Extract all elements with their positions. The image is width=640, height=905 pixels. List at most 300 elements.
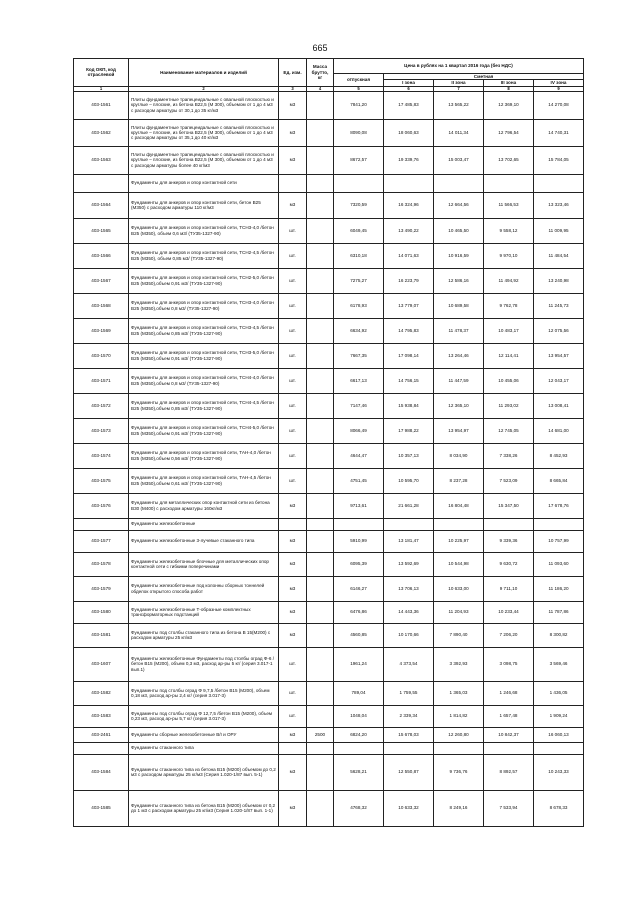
- col-number: 1: [74, 86, 129, 91]
- row-mass: [307, 91, 334, 119]
- price-zone-3: 12 369,10: [484, 91, 534, 119]
- header-release: отпускная: [334, 74, 384, 87]
- table-row: [74, 552, 584, 576]
- row-code: 403-1582: [74, 681, 129, 705]
- price-zone-4: 10 243,33: [534, 754, 584, 790]
- row-name: Фундаменты для анкеров и опор контактной сети, ТСН3-4,0 /бетон В25 (М350), объем 0,6 м3/ (ТУ35-1327-90): [129, 218, 279, 243]
- price-release: 6146,27: [334, 576, 384, 601]
- row-name: Фундаменты сборные железобетонные В/I и ОРУ: [129, 727, 279, 742]
- table-row: [74, 119, 584, 146]
- price-zone-2: 10 465,50: [434, 218, 484, 243]
- price-zone-4: 16 060,13: [534, 727, 584, 742]
- price-zone-1: 10 633,32: [384, 790, 434, 826]
- price-zone-4: 1 909,24: [534, 705, 584, 727]
- table-row: [74, 681, 584, 705]
- row-mass: [307, 192, 334, 218]
- price-zone-4: [534, 174, 584, 192]
- row-unit: [279, 742, 307, 754]
- row-code: 403-1571: [74, 368, 129, 393]
- col-number: 2: [129, 86, 279, 91]
- price-zone-3: 9 970,10: [484, 243, 534, 268]
- row-unit: шт.: [279, 368, 307, 393]
- price-zone-2: 12 664,56: [434, 192, 484, 218]
- row-mass: [307, 468, 334, 493]
- row-name: Фундаменты для анкеров и опор контактной сети, ТСН4-4,0 /бетон В25 (М350),объем 0,8 м3/ (ТУ35-1327-90): [129, 368, 279, 393]
- price-zone-1: 15 938,84: [384, 393, 434, 418]
- price-zone-2: 9 736,76: [434, 754, 484, 790]
- price-zone-4: 14 740,31: [534, 119, 584, 146]
- price-zone-2: 10 916,59: [434, 243, 484, 268]
- row-unit: шт.: [279, 218, 307, 243]
- price-zone-4: 1 436,05: [534, 681, 584, 705]
- col-number: 9: [534, 86, 584, 91]
- table-row: [74, 493, 584, 518]
- price-zone-1: 13 592,69: [384, 552, 434, 576]
- row-mass: [307, 368, 334, 393]
- header-zone-1: I зона: [384, 80, 434, 86]
- table-row: [74, 192, 584, 218]
- price-release: 8672,57: [334, 146, 384, 174]
- price-release: 6095,39: [334, 552, 384, 576]
- price-zone-1: 17 988,22: [384, 418, 434, 443]
- price-zone-3: 9 630,72: [484, 552, 534, 576]
- price-zone-4: 11 787,86: [534, 601, 584, 623]
- price-table: [73, 58, 584, 827]
- row-name: Фундаменты для анкеров и опор контактной сети, ТСН3-5,0 /бетон В25 (М350),объем 0,91 м3/ (ТУ35-1327-90): [129, 343, 279, 368]
- price-release: 5628,21: [334, 754, 384, 790]
- section-row: [74, 518, 584, 530]
- row-mass: [307, 218, 334, 243]
- price-zone-1: 1 759,55: [384, 681, 434, 705]
- price-zone-4: 11 245,73: [534, 293, 584, 318]
- row-unit: м3: [279, 727, 307, 742]
- col-number: 4: [307, 86, 334, 91]
- col-number: 8: [484, 86, 534, 91]
- row-unit: м3: [279, 790, 307, 826]
- row-unit: м3: [279, 493, 307, 518]
- price-zone-4: 8 300,82: [534, 623, 584, 647]
- row-unit: м3: [279, 91, 307, 119]
- table-row: [74, 393, 584, 418]
- row-mass: [307, 343, 334, 368]
- price-release: 1961,24: [334, 647, 384, 681]
- table-row: [74, 343, 584, 368]
- price-zone-3: 10 483,17: [484, 318, 534, 343]
- price-zone-2: 10 225,97: [434, 530, 484, 552]
- price-zone-3: [484, 174, 534, 192]
- price-release: 6634,92: [334, 318, 384, 343]
- price-zone-1: 17 098,14: [384, 343, 434, 368]
- table-row: [74, 243, 584, 268]
- price-zone-3: 15 347,50: [484, 493, 534, 518]
- price-zone-3: 13 702,65: [484, 146, 534, 174]
- row-mass: [307, 742, 334, 754]
- row-mass: [307, 293, 334, 318]
- price-zone-2: [434, 518, 484, 530]
- page-number: 665: [312, 43, 328, 53]
- price-zone-2: 11 447,59: [434, 368, 484, 393]
- row-unit: м3: [279, 754, 307, 790]
- row-unit: м3: [279, 192, 307, 218]
- price-zone-1: 19 339,76: [384, 146, 434, 174]
- price-zone-2: 8 249,16: [434, 790, 484, 826]
- price-zone-2: 16 804,48: [434, 493, 484, 518]
- row-unit: м3: [279, 530, 307, 552]
- row-code: 403-1575: [74, 468, 129, 493]
- price-zone-1: 14 071,63: [384, 243, 434, 268]
- price-release: 4768,32: [334, 790, 384, 826]
- price-zone-3: 11 293,02: [484, 393, 534, 418]
- price-zone-2: 14 011,34: [434, 119, 484, 146]
- section-row: [74, 174, 584, 192]
- price-zone-1: 14 756,15: [384, 368, 434, 393]
- price-zone-2: 15 003,47: [434, 146, 484, 174]
- row-name: Фундаменты для анкеров и опор контактной сети, ТСН2-5,0 /бетон В25 (М350),объем 0,91 м3/ (ТУ35-1327-90): [129, 268, 279, 293]
- header-zone-2: II зона: [434, 80, 484, 86]
- row-code: 403-1579: [74, 576, 129, 601]
- price-zone-3: 10 842,37: [484, 727, 534, 742]
- price-zone-2: 12 260,80: [434, 727, 484, 742]
- section-row: [74, 742, 584, 754]
- price-zone-1: 2 339,34: [384, 705, 434, 727]
- price-release: 8090,08: [334, 119, 384, 146]
- row-code: 403-1581: [74, 623, 129, 647]
- row-mass: [307, 552, 334, 576]
- price-zone-4: 11 484,54: [534, 243, 584, 268]
- row-name: Фундаменты под столбы оград Ф 9,7,5 /бетон В15 (М200), объем 0,18 м3, расход ар-ры 2,4 кг/ (серия 3.017-3): [129, 681, 279, 705]
- price-zone-3: 10 455,06: [484, 368, 534, 393]
- row-mass: [307, 681, 334, 705]
- row-code: 403-1574: [74, 443, 129, 468]
- row-unit: шт.: [279, 705, 307, 727]
- row-name: Фундаменты под столбы стаканного типа из бетона В 15(М200) с расходом арматуры 25 кг/м3: [129, 623, 279, 647]
- price-zone-1: 16 324,96: [384, 192, 434, 218]
- price-zone-3: 7 533,94: [484, 790, 534, 826]
- row-mass: [307, 647, 334, 681]
- row-code: 403-1561: [74, 91, 129, 119]
- row-code: [74, 518, 129, 530]
- header-code: Код ОКП, код отраслевой: [74, 59, 129, 87]
- price-zone-3: 9 558,12: [484, 218, 534, 243]
- price-zone-2: 13 264,46: [434, 343, 484, 368]
- col-number: 7: [434, 86, 484, 91]
- row-unit: шт.: [279, 393, 307, 418]
- row-unit: шт.: [279, 681, 307, 705]
- price-zone-4: 11 093,60: [534, 552, 584, 576]
- price-zone-4: [534, 518, 584, 530]
- price-zone-4: 13 954,57: [534, 343, 584, 368]
- col-number: 5: [334, 86, 384, 91]
- row-mass: [307, 518, 334, 530]
- table-row: [74, 418, 584, 443]
- price-zone-4: 14 270,08: [534, 91, 584, 119]
- table-row: [74, 727, 584, 742]
- price-zone-1: 4 373,54: [384, 647, 434, 681]
- row-code: 403-1607: [74, 647, 129, 681]
- table-row: [74, 754, 584, 790]
- header-price-group: Цена в рублях на 1 квартал 2016 года (без НДС): [334, 59, 584, 74]
- row-mass: [307, 530, 334, 552]
- price-zone-1: 15 678,03: [384, 727, 434, 742]
- row-code: 403-1580: [74, 601, 129, 623]
- price-release: 6310,18: [334, 243, 384, 268]
- price-zone-1: 12 550,87: [384, 754, 434, 790]
- header-name: Наименование материалов и изделий: [129, 59, 279, 87]
- table-row: [74, 623, 584, 647]
- row-unit: шт.: [279, 293, 307, 318]
- col-number: 6: [384, 86, 434, 91]
- row-unit: [279, 174, 307, 192]
- price-zone-3: 12 796,54: [484, 119, 534, 146]
- row-mass: [307, 754, 334, 790]
- header-zone-4: IV зона: [534, 80, 584, 86]
- table-row: [74, 647, 584, 681]
- row-name: Фундаменты для анкеров и опор контактной сети, ТАН-4,5 /бетон В25 (М350),объем 0,61 м3/ (ТУ35-1327-90): [129, 468, 279, 493]
- row-mass: [307, 576, 334, 601]
- price-release: 7275,27: [334, 268, 384, 293]
- price-zone-2: 3 392,93: [434, 647, 484, 681]
- row-unit: м3: [279, 146, 307, 174]
- row-code: 403-2461: [74, 727, 129, 742]
- row-mass: [307, 601, 334, 623]
- price-release: 7320,59: [334, 192, 384, 218]
- row-mass: [307, 443, 334, 468]
- table-row: [74, 468, 584, 493]
- price-zone-1: 10 357,13: [384, 443, 434, 468]
- price-zone-1: [384, 518, 434, 530]
- price-zone-2: 12 365,10: [434, 393, 484, 418]
- price-release: 6824,20: [334, 727, 384, 742]
- row-code: 403-1567: [74, 268, 129, 293]
- price-zone-3: 7 338,26: [484, 443, 534, 468]
- row-code: 403-1564: [74, 192, 129, 218]
- price-zone-4: 14 681,00: [534, 418, 584, 443]
- price-zone-4: 12 043,17: [534, 368, 584, 393]
- row-mass: [307, 243, 334, 268]
- price-zone-1: 10 170,66: [384, 623, 434, 647]
- price-zone-4: 8 452,93: [534, 443, 584, 468]
- row-name: Плиты фундаментные трапецеидальные с овальной плоскостью и круглые – плоские, из бетона В22,5 (М 300), объемом от 1 до 4 м3 с расходом арматуры от 30,1 до 35 кг/м3: [129, 91, 279, 119]
- row-unit: шт.: [279, 443, 307, 468]
- table-row: [74, 293, 584, 318]
- price-zone-3: 10 233,44: [484, 601, 534, 623]
- row-code: 403-1576: [74, 493, 129, 518]
- price-release: 8066,49: [334, 418, 384, 443]
- row-code: 403-1577: [74, 530, 129, 552]
- row-code: 403-1584: [74, 754, 129, 790]
- header-zone-3: III зона: [484, 80, 534, 86]
- row-unit: шт.: [279, 647, 307, 681]
- row-unit: шт.: [279, 418, 307, 443]
- price-zone-2: 1 814,82: [434, 705, 484, 727]
- price-zone-1: 17 485,83: [384, 91, 434, 119]
- price-zone-2: 12 586,16: [434, 268, 484, 293]
- price-release: 6049,45: [334, 218, 384, 243]
- price-zone-4: 8 665,84: [534, 468, 584, 493]
- row-mass: [307, 119, 334, 146]
- row-mass: [307, 705, 334, 727]
- price-zone-1: 13 779,07: [384, 293, 434, 318]
- row-unit: м3: [279, 601, 307, 623]
- row-name: Плиты фундаментные трапецеидальные с овальной плоскостью и круглые – плоские, из бетона В22,5 (М 300), объемом от 1 до 4 м3 с расходом арматуры от 35,1 до 40 кг/м3: [129, 119, 279, 146]
- price-zone-3: 1 657,48: [484, 705, 534, 727]
- price-zone-4: 8 678,33: [534, 790, 584, 826]
- price-zone-3: [484, 518, 534, 530]
- price-zone-2: [434, 742, 484, 754]
- price-zone-1: 13 490,22: [384, 218, 434, 243]
- price-zone-2: 8 034,90: [434, 443, 484, 468]
- row-mass: [307, 174, 334, 192]
- price-zone-3: 9 762,78: [484, 293, 534, 318]
- price-zone-1: 13 706,13: [384, 576, 434, 601]
- price-release: [334, 518, 384, 530]
- price-zone-3: 11 494,92: [484, 268, 534, 293]
- row-code: 403-1565: [74, 218, 129, 243]
- price-zone-3: 9 339,36: [484, 530, 534, 552]
- row-unit: шт.: [279, 468, 307, 493]
- price-zone-2: 10 544,98: [434, 552, 484, 576]
- row-name: Фундаменты для анкеров и опор контактной сети, ТСН2-4,5 /бетон В25 (М350), объем 0,85 м3/ (ТУ35-1327-90): [129, 243, 279, 268]
- price-zone-3: 1 246,68: [484, 681, 534, 705]
- table-row: [74, 146, 584, 174]
- row-code: 403-1570: [74, 343, 129, 368]
- table-row: [74, 268, 584, 293]
- price-release: 4644,47: [334, 443, 384, 468]
- row-mass: [307, 418, 334, 443]
- price-zone-3: 7 523,09: [484, 468, 534, 493]
- row-code: 403-1566: [74, 243, 129, 268]
- price-zone-4: 13 008,41: [534, 393, 584, 418]
- price-zone-2: 13 565,22: [434, 91, 484, 119]
- row-name: Плиты фундаментные трапецеидальные с овальной плоскостью и круглые – плоские, из бетона В22,5 (М 300), объемом от 1 до 4 м3 с расходом арматуры более 40 кг/м3: [129, 146, 279, 174]
- row-mass: [307, 268, 334, 293]
- header-unit: Ед. изм.: [279, 59, 307, 87]
- row-name: Фундаменты железобетонные Т-образные комплектных трансформаторных подстанций: [129, 601, 279, 623]
- price-zone-4: 13 240,98: [534, 268, 584, 293]
- row-mass: 2500: [307, 727, 334, 742]
- row-name: Фундаменты для анкеров и опор контактной сети, ТСН4-5,0 /бетон В25 (М350),объем 0,91 м3/ (ТУ35-1327-90): [129, 418, 279, 443]
- table-row: [74, 443, 584, 468]
- row-code: 403-1572: [74, 393, 129, 418]
- price-zone-4: 11 186,20: [534, 576, 584, 601]
- table-row: [74, 318, 584, 343]
- row-mass: [307, 493, 334, 518]
- price-zone-3: [484, 742, 534, 754]
- row-mass: [307, 146, 334, 174]
- price-zone-1: [384, 742, 434, 754]
- row-mass: [307, 790, 334, 826]
- row-name: Фундаменты под столбы оград Ф 12,7,5 /бетон В15 (М200), объем 0,23 м3, расход ар-ры 5,7 кг/ (серия 3.017-3): [129, 705, 279, 727]
- row-unit: м3: [279, 576, 307, 601]
- price-zone-1: 18 060,63: [384, 119, 434, 146]
- row-name: Фундаменты стаканного типа: [129, 742, 279, 754]
- row-name: Фундаменты для анкеров и опор контактной сети, ТСН4-4,5 /бетон В25 (М350),объем 0,85 м3/ (ТУ35-1327-90): [129, 393, 279, 418]
- price-zone-2: 11 478,37: [434, 318, 484, 343]
- row-name: Фундаменты для анкеров и опор контактной сети, бетон В25 (М350) с расходом арматуры 110 кг/м3: [129, 192, 279, 218]
- row-name: Фундаменты для анкеров и опор контактной сети: [129, 174, 279, 192]
- row-name: Фундаменты железобетонные: [129, 518, 279, 530]
- table-row: [74, 601, 584, 623]
- row-unit: шт.: [279, 243, 307, 268]
- price-zone-1: 14 795,83: [384, 318, 434, 343]
- row-unit: шт.: [279, 318, 307, 343]
- header-estimate: Сметная: [384, 74, 584, 80]
- price-zone-4: [534, 742, 584, 754]
- row-name: Фундаменты стаканного типа из бетона В15 (М200) объемом от 0,2 до 1 м3 с расходом арматуры 25 кг/м3 (Серия 1.020-1/87 вып. 1-1): [129, 790, 279, 826]
- row-name: Фундаменты для металлических опор контактной сети из бетона В30 (М400) с расходом арматуры 160кг/м3: [129, 493, 279, 518]
- row-name: Фундаменты железобетонные Фундаменты под столбы оград Ф-6 /бетон В15 (М200), объем 0,3 м3, расход ар-ры 5 кг/ (серия 3.017-1 вып.1): [129, 647, 279, 681]
- price-zone-4: 13 323,46: [534, 192, 584, 218]
- price-zone-3: 12 745,05: [484, 418, 534, 443]
- price-zone-2: 13 954,97: [434, 418, 484, 443]
- row-name: Фундаменты железобетонные блочные для металлических опор контактной сети с гибкими поперечинами: [129, 552, 279, 576]
- table-row: [74, 368, 584, 393]
- price-zone-3: 9 711,10: [484, 576, 534, 601]
- table-row: [74, 91, 584, 119]
- row-code: 403-1563: [74, 146, 129, 174]
- row-code: 403-1569: [74, 318, 129, 343]
- price-zone-2: 7 890,40: [434, 623, 484, 647]
- price-release: 7841,20: [334, 91, 384, 119]
- table-row: [74, 705, 584, 727]
- price-zone-4: 17 678,76: [534, 493, 584, 518]
- table-row: [74, 576, 584, 601]
- row-unit: шт.: [279, 268, 307, 293]
- col-number: 3: [279, 86, 307, 91]
- price-zone-2: 8 237,28: [434, 468, 484, 493]
- row-unit: м3: [279, 552, 307, 576]
- price-zone-3: 11 566,53: [484, 192, 534, 218]
- row-name: Фундаменты для анкеров и опор контактной сети, ТСН3-4,0 /бетон В25 (М350),объем 0,8 м3/ (ТУ35-1327-90): [129, 293, 279, 318]
- row-name: Фундаменты для анкеров и опор контактной сети, ТСН3-4,5 /бетон В25 (М350),объем 0,85 м3/ (ТУ35-1327-90): [129, 318, 279, 343]
- price-zone-4: 15 784,05: [534, 146, 584, 174]
- row-mass: [307, 393, 334, 418]
- price-release: 9713,61: [334, 493, 384, 518]
- price-release: 6617,13: [334, 368, 384, 393]
- price-zone-2: [434, 174, 484, 192]
- price-zone-1: 21 661,28: [384, 493, 434, 518]
- price-zone-1: 16 223,79: [384, 268, 434, 293]
- row-name: Фундаменты железобетонные под колонны сборных тоннелей обделок открытого способа работ: [129, 576, 279, 601]
- price-release: [334, 742, 384, 754]
- row-mass: [307, 318, 334, 343]
- price-zone-3: 3 098,75: [484, 647, 534, 681]
- row-mass: [307, 623, 334, 647]
- price-zone-3: 12 114,41: [484, 343, 534, 368]
- price-release: 6178,93: [334, 293, 384, 318]
- row-code: [74, 742, 129, 754]
- row-code: 403-1573: [74, 418, 129, 443]
- row-code: 403-1583: [74, 705, 129, 727]
- price-zone-4: 12 075,56: [534, 318, 584, 343]
- price-release: 7667,35: [334, 343, 384, 368]
- header-mass: Масса брутто, кг: [307, 59, 334, 87]
- row-code: 403-1578: [74, 552, 129, 576]
- price-zone-2: 10 633,00: [434, 576, 484, 601]
- row-name: Фундаменты стаканного типа из бетона В15 (М200) объемом до 0,2 м3 с расходом арматуры 25 кг/м3 (Серия 1.020-1/87 вып. 5-1): [129, 754, 279, 790]
- price-zone-4: 3 569,46: [534, 647, 584, 681]
- price-zone-2: 1 365,03: [434, 681, 484, 705]
- table-row: [74, 530, 584, 552]
- row-unit: [279, 518, 307, 530]
- price-zone-1: [384, 174, 434, 192]
- row-code: 403-1562: [74, 119, 129, 146]
- price-release: 789,04: [334, 681, 384, 705]
- price-release: 5910,99: [334, 530, 384, 552]
- price-release: [334, 174, 384, 192]
- row-unit: м3: [279, 623, 307, 647]
- row-unit: м3: [279, 119, 307, 146]
